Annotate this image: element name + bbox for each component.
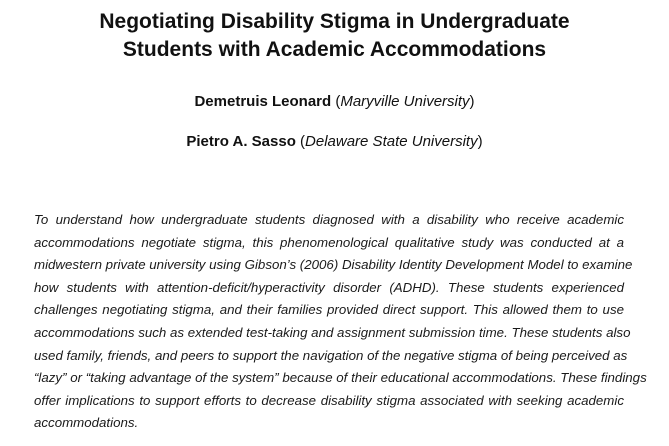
affiliation-close-paren: ) bbox=[469, 93, 475, 110]
paper-title-line-2: Students with Academic Accommodations bbox=[122, 38, 547, 61]
abstract-line: used family, friends, and peers to support the navigation of the negative stigma of being perceived as bbox=[34, 347, 628, 363]
abstract-line: challenges negotiating stigma, and their families provided direct support. This allowed them to use bbox=[34, 302, 624, 318]
author-entry-1 bbox=[20, 92, 649, 112]
affiliation-close-paren: ) bbox=[477, 133, 483, 150]
abstract-line: how students with attention-deficit/hyperactivity disorder (ADHD). These students experienced bbox=[34, 279, 624, 295]
abstract-line: offer implications to support efforts to decrease disability stigma associated with seeking academic bbox=[34, 392, 624, 408]
abstract-line: midwestern private university using Gibson’s (2006) Disability Identity Development Model to examine bbox=[34, 257, 633, 273]
author-affiliation: Delaware State University bbox=[305, 133, 478, 150]
paper-title-line-1: Negotiating Disability Stigma in Undergraduate bbox=[99, 10, 570, 33]
author-name: Pietro A. Sasso bbox=[186, 133, 296, 150]
abstract-line: To understand how undergraduate students diagnosed with a disability who receive academic bbox=[34, 212, 624, 227]
abstract-line: “lazy” or “taking advantage of the system” because of their educational accommodations. These findings bbox=[34, 370, 647, 386]
author-entry-2 bbox=[20, 132, 649, 152]
abstract-line: accommodations. bbox=[34, 415, 139, 431]
abstract bbox=[34, 209, 647, 435]
affiliation-open-paren: ( bbox=[335, 93, 341, 110]
affiliation-open-paren: ( bbox=[300, 133, 306, 150]
abstract-line: accommodations such as extended test-taking and assignment submission time. These students also bbox=[34, 324, 631, 340]
abstract-line: accommodations negotiate stigma, this phenomenological qualitative study was conducted at a bbox=[34, 234, 624, 250]
author-name: Demetruis Leonard bbox=[194, 93, 332, 110]
author-affiliation: Maryville University bbox=[340, 93, 470, 110]
